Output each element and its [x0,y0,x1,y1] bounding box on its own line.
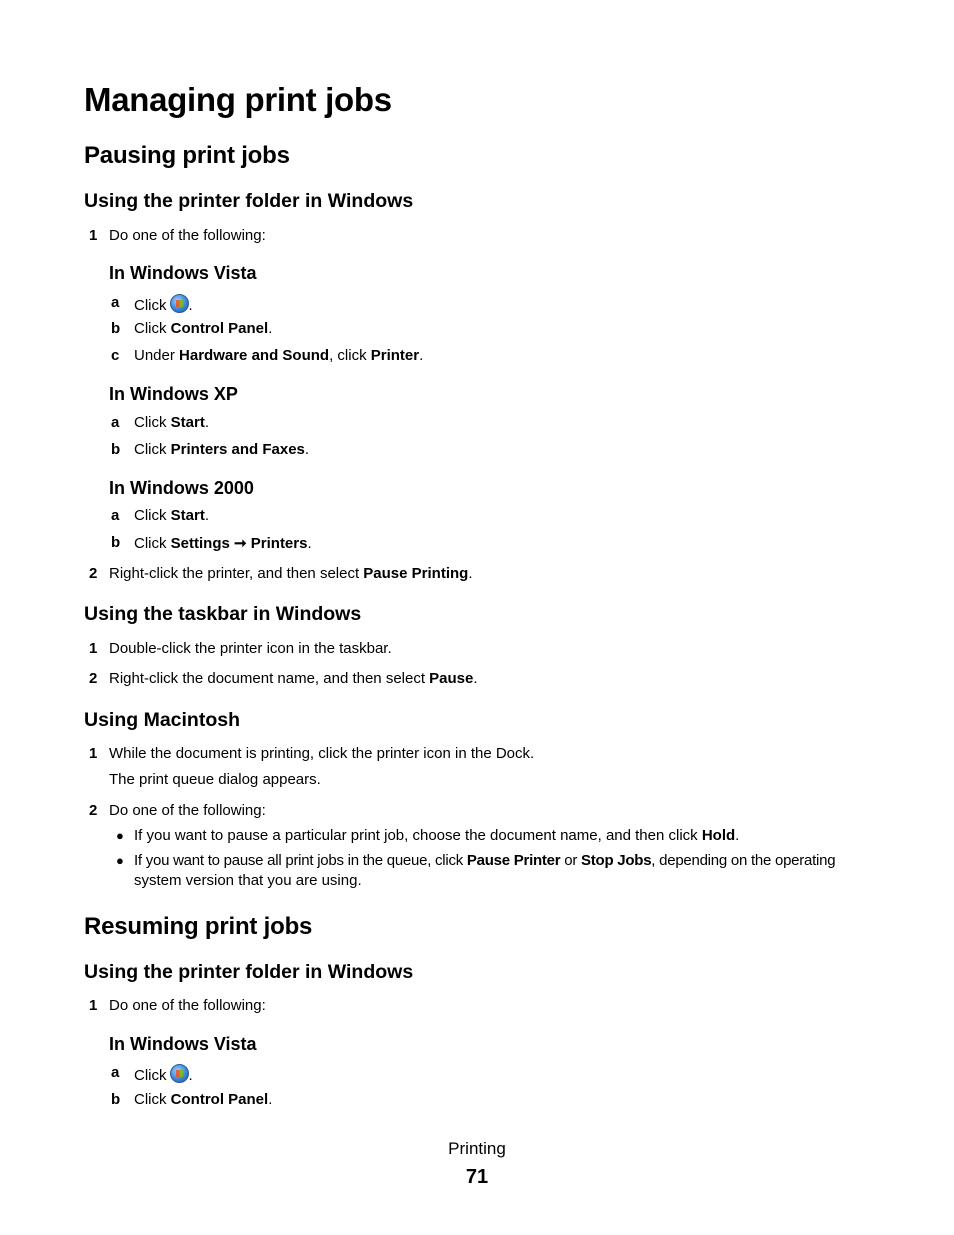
bullet-icon: ● [116,828,124,843]
substep-letter: a [111,294,120,311]
step-text: Do one of the following: [109,997,266,1014]
substep-letter: b [111,441,121,458]
substep-letter: a [111,414,120,431]
substep-letter: b [111,320,121,337]
subsection-heading-macintosh: Using Macintosh [84,709,241,731]
substep-letter: b [111,534,121,551]
substep-text: Under Hardware and Sound, click Printer. [134,347,424,364]
section-heading-pausing: Pausing print jobs [84,142,290,169]
step-text: Do one of the following: [109,802,266,819]
os-heading-vista: In Windows Vista [109,263,257,283]
step-text: Right-click the printer, and then select Pause Printing. [109,565,473,582]
substep-letter: a [111,507,120,524]
substep-text: Click Start. [134,507,210,524]
subsection-heading-printer-folder: Using the printer folder in Windows [84,190,414,212]
substep-text: Click Printers and Faxes. [134,441,310,458]
substep-text: Click . [134,1064,193,1084]
substep-text: Click . [134,294,193,314]
page-title: Managing print jobs [84,81,392,118]
arrow-icon: ➞ [229,535,251,552]
os-heading-2000: In Windows 2000 [109,478,254,498]
page-number: 71 [465,1166,489,1188]
step-number: 1 [89,745,98,762]
substep-letter: a [111,1064,120,1081]
subsection-heading-taskbar: Using the taskbar in Windows [84,603,362,625]
step-text: While the document is printing, click the printer icon in the Dock. [109,745,535,762]
footer-chapter-label: Printing [448,1139,506,1158]
bullet-icon: ● [116,853,124,868]
substep-text: Click Control Panel. [134,320,273,337]
step-text: Double-click the printer icon in the taskbar. [109,640,392,657]
step-text: Do one of the following: [109,227,266,244]
step-number: 1 [89,640,98,657]
step-number: 2 [89,670,98,687]
subsection-heading-printer-folder: Using the printer folder in Windows [84,961,414,983]
substep-letter: c [111,347,120,364]
step-text: Right-click the document name, and then select Pause. [109,670,478,687]
substep-text: Click Settings ➞ Printers. [134,535,312,552]
bullet-text: If you want to pause a particular print job, choose the document name, and then click Hold. [134,827,740,844]
section-heading-resuming: Resuming print jobs [84,913,313,940]
windows-start-orb-icon [170,294,189,313]
substep-letter: b [111,1091,121,1108]
step-number: 2 [89,565,98,582]
windows-start-orb-icon [170,1064,189,1083]
bullet-text: If you want to pause all print jobs in the queue, click Pause Printer or Stop Jobs, depending on the operating [134,852,836,869]
os-heading-vista: In Windows Vista [109,1034,257,1054]
substep-text: Click Start. [134,414,210,431]
bullet-text-continued: system version that you are using. [134,872,362,889]
os-heading-xp: In Windows XP [109,384,238,404]
step-number: 1 [89,227,98,244]
step-note: The print queue dialog appears. [109,771,321,788]
substep-text: Click Control Panel. [134,1091,273,1108]
step-number: 1 [89,997,98,1014]
step-number: 2 [89,802,98,819]
